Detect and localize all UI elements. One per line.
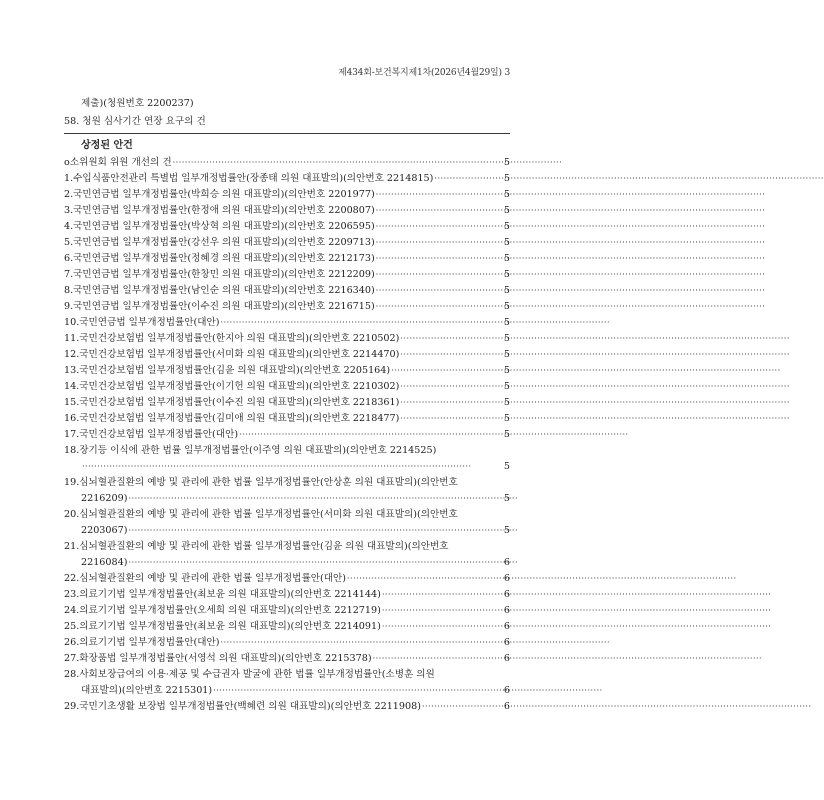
dot-leader xyxy=(128,523,501,539)
agenda-item-page: 6 xyxy=(503,621,510,632)
agenda-item-page: 5 xyxy=(503,381,510,392)
agenda-item xyxy=(64,619,510,635)
agenda-item-page: 5 xyxy=(503,429,510,440)
agenda-item-line xyxy=(64,347,510,363)
pre-item-continuation: 제출)(청원번호 2200237) xyxy=(81,98,194,109)
dot-leader xyxy=(221,315,502,331)
agenda-item-line xyxy=(64,443,510,459)
agenda-item-page: 5 xyxy=(503,413,510,424)
agenda-item-page: 5 xyxy=(503,205,510,216)
agenda-item-page: 5 xyxy=(503,349,510,360)
agenda-item-line xyxy=(64,203,510,219)
agenda-item-title: 소위원회 위원 개선의 건 xyxy=(69,157,172,168)
agenda-item-continuation xyxy=(64,683,510,699)
agenda-item-page: 5 xyxy=(503,317,510,328)
dot-leader xyxy=(382,587,502,603)
agenda-item-title: 사회보장급여의 이용·제공 및 수급권자 발굴에 관한 법률 일부개정법률안(소병훈 의원 xyxy=(79,669,435,680)
dot-leader xyxy=(400,347,502,363)
running-header: 제434회-보건복지제1차(2026년4월29일) 3 xyxy=(338,68,510,78)
agenda-item xyxy=(64,651,510,667)
agenda-item-page: 6 xyxy=(503,685,510,696)
agenda-item xyxy=(64,331,510,347)
agenda-item-line xyxy=(64,251,510,267)
agenda-item-number: 17. xyxy=(64,429,80,440)
dot-leader xyxy=(376,203,502,219)
dot-leader xyxy=(373,651,502,667)
agenda-item-line xyxy=(64,315,510,331)
agenda-item-number: 1. xyxy=(64,173,74,184)
agenda-item-number: 25. xyxy=(64,621,80,632)
agenda-item-number: o xyxy=(64,157,70,168)
agenda-item-number: 12. xyxy=(64,349,80,360)
agenda-item-page: 5 xyxy=(503,189,510,200)
agenda-item-number: 29. xyxy=(64,701,80,712)
agenda-item xyxy=(64,187,510,203)
agenda-item-line xyxy=(64,219,510,235)
agenda-item-title: 국민건강보험법 일부개정법률안(대안) xyxy=(79,429,239,440)
agenda-item-line xyxy=(64,363,510,379)
agenda-item-number: 22. xyxy=(64,573,80,584)
agenda-item-page: 6 xyxy=(503,557,510,568)
agenda-item-line xyxy=(64,235,510,251)
dot-leader xyxy=(382,603,502,619)
agenda-item-page: 5 xyxy=(503,397,510,408)
agenda-item-line xyxy=(64,427,510,443)
agenda-item-title: 국민건강보험법 일부개정법률안(이기헌 의원 대표발의)(의안번호 2210302) xyxy=(79,381,400,392)
agenda-item-line xyxy=(64,475,510,491)
agenda-item-title: 국민연금법 일부개정법률안(한정애 의원 대표발의)(의안번호 2200807) xyxy=(73,205,375,216)
dot-leader xyxy=(82,459,502,475)
agenda-item-number: 11. xyxy=(64,333,80,344)
agenda-item-title: 의료기기법 일부개정법률안(최보윤 의원 대표발의)(의안번호 2214091) xyxy=(79,621,381,632)
agenda-item-number: 5. xyxy=(64,237,74,248)
agenda-item-number: 8. xyxy=(64,285,74,296)
dot-leader xyxy=(400,411,502,427)
agenda-item-title: 국민건강보험법 일부개정법률안(한지아 의원 대표발의)(의안번호 2210502) xyxy=(79,333,400,344)
agenda-item-page: 5 xyxy=(503,237,510,248)
agenda-item-number: 23. xyxy=(64,589,80,600)
agenda-item-continuation xyxy=(64,523,510,539)
agenda-item-line xyxy=(64,699,510,715)
section-title: 상정된 안건 xyxy=(81,140,133,151)
agenda-item-title: 2216084) xyxy=(81,557,128,568)
agenda-item-line xyxy=(64,507,510,523)
dot-leader xyxy=(376,299,502,315)
agenda-item-continuation xyxy=(64,459,510,475)
agenda-item-title: 국민기초생활 보장법 일부개정법률안(백혜련 의원 대표발의)(의안번호 2211908) xyxy=(79,701,421,712)
agenda-item-page: 5 xyxy=(503,269,510,280)
agenda-item-line xyxy=(64,411,510,427)
agenda-item-page: 5 xyxy=(503,221,510,232)
agenda-item-page: 6 xyxy=(503,653,510,664)
agenda-item xyxy=(64,315,510,331)
agenda-item-number: 26. xyxy=(64,637,80,648)
agenda-item xyxy=(64,475,510,507)
agenda-item-title: 국민건강보험법 일부개정법률안(김윤 의원 대표발의)(의안번호 2205164) xyxy=(79,365,391,376)
agenda-item xyxy=(64,267,510,283)
agenda-item xyxy=(64,155,510,171)
agenda-item-title: 국민연금법 일부개정법률안(정혜경 의원 대표발의)(의안번호 2212173) xyxy=(73,253,375,264)
dot-leader xyxy=(376,251,502,267)
agenda-item-page: 6 xyxy=(503,589,510,600)
agenda-item-title: 국민건강보험법 일부개정법률안(서미화 의원 대표발의)(의안번호 2214470) xyxy=(79,349,400,360)
dot-leader xyxy=(213,683,502,699)
agenda-item-number: 10. xyxy=(64,317,80,328)
agenda-item-line xyxy=(64,651,510,667)
section-divider xyxy=(64,133,510,134)
agenda-item-number: 7. xyxy=(64,269,74,280)
agenda-item-page: 5 xyxy=(503,365,510,376)
agenda-item xyxy=(64,635,510,651)
agenda-item-line xyxy=(64,635,510,651)
agenda-item-page: 5 xyxy=(503,157,510,168)
agenda-item xyxy=(64,571,510,587)
dot-leader xyxy=(376,283,502,299)
agenda-item-line xyxy=(64,331,510,347)
agenda-item-page: 5 xyxy=(503,253,510,264)
dot-leader xyxy=(376,187,502,203)
dot-leader xyxy=(239,427,502,443)
agenda-item xyxy=(64,507,510,539)
dot-leader xyxy=(173,155,502,171)
agenda-item-line xyxy=(64,171,510,187)
dot-leader xyxy=(221,635,502,651)
agenda-item xyxy=(64,347,510,363)
dot-leader xyxy=(400,395,502,411)
dot-leader xyxy=(347,571,502,587)
agenda-item xyxy=(64,171,510,187)
dot-leader xyxy=(128,491,501,507)
dot-leader xyxy=(400,331,502,347)
agenda-item xyxy=(64,299,510,315)
agenda-item-line xyxy=(64,267,510,283)
agenda-item-page: 6 xyxy=(503,605,510,616)
agenda-item-title: 심뇌혈관질환의 예방 및 관리에 관한 법률 일부개정법률안(김윤 의원 대표발의)(의안번호 xyxy=(79,541,449,552)
agenda-item-number: 27. xyxy=(64,653,80,664)
dot-leader xyxy=(376,267,502,283)
agenda-item-number: 24. xyxy=(64,605,80,616)
agenda-item-title: 국민연금법 일부개정법률안(한창민 의원 대표발의)(의안번호 2212209) xyxy=(73,269,375,280)
agenda-item xyxy=(64,427,510,443)
agenda-item xyxy=(64,411,510,427)
agenda-item-page: 5 xyxy=(503,301,510,312)
agenda-item-line xyxy=(64,603,510,619)
dot-leader xyxy=(128,555,501,571)
agenda-item-number: 18. xyxy=(64,445,80,456)
agenda-item-title: 의료기기법 일부개정법률안(최보윤 의원 대표발의)(의안번호 2214144) xyxy=(79,589,381,600)
agenda-item-line xyxy=(64,539,510,555)
dot-leader xyxy=(376,219,502,235)
agenda-item-line xyxy=(64,571,510,587)
dot-leader xyxy=(422,699,502,715)
agenda-item-page: 5 xyxy=(503,173,510,184)
agenda-item-title: 화장품법 일부개정법률안(서영석 의원 대표발의)(의안번호 2215378) xyxy=(79,653,372,664)
pre-item-58: 58. 청원 심사기간 연장 요구의 건 xyxy=(64,116,206,127)
agenda-item-number: 21. xyxy=(64,541,80,552)
agenda-item-title: 국민연금법 일부개정법률안(강선우 의원 대표발의)(의안번호 2209713) xyxy=(73,237,375,248)
agenda-item-title: 심뇌혈관질환의 예방 및 관리에 관한 법률 일부개정법률안(안상훈 의원 대표발의)(의안번호 xyxy=(79,477,458,488)
agenda-item-continuation xyxy=(64,491,510,507)
agenda-item xyxy=(64,603,510,619)
agenda-item-page: 5 xyxy=(503,285,510,296)
agenda-item-number: 2. xyxy=(64,189,74,200)
agenda-item-title: 국민연금법 일부개정법률안(박희승 의원 대표발의)(의안번호 2201977) xyxy=(73,189,375,200)
agenda-item-line xyxy=(64,379,510,395)
agenda-item xyxy=(64,395,510,411)
agenda-item-title: 심뇌혈관질환의 예방 및 관리에 관한 법률 일부개정법률안(서미화 의원 대표발의)(의안번호 xyxy=(79,509,458,520)
agenda-item xyxy=(64,219,510,235)
agenda-item-number: 4. xyxy=(64,221,74,232)
agenda-item-title: 의료기기법 일부개정법률안(오세희 의원 대표발의)(의안번호 2212719) xyxy=(79,605,381,616)
agenda-item xyxy=(64,443,510,475)
agenda-list xyxy=(64,155,510,715)
agenda-item-page: 6 xyxy=(503,701,510,712)
agenda-item-number: 20. xyxy=(64,509,80,520)
agenda-item xyxy=(64,363,510,379)
dot-leader xyxy=(376,235,502,251)
agenda-item-number: 16. xyxy=(64,413,80,424)
agenda-item xyxy=(64,587,510,603)
agenda-item-page: 5 xyxy=(503,493,510,504)
agenda-item-title: 장기등 이식에 관한 법률 일부개정법률안(이주영 의원 대표발의)(의안번호 2214525) xyxy=(79,445,437,456)
agenda-item-page: 5 xyxy=(503,461,510,472)
dot-leader xyxy=(382,619,502,635)
agenda-item-title: 국민연금법 일부개정법률안(남인순 의원 대표발의)(의안번호 2216340) xyxy=(73,285,375,296)
agenda-item-page: 6 xyxy=(503,637,510,648)
agenda-item-line xyxy=(64,395,510,411)
agenda-item-line xyxy=(64,283,510,299)
agenda-item xyxy=(64,283,510,299)
agenda-item-title: 2203067) xyxy=(81,525,128,536)
agenda-item-line xyxy=(64,619,510,635)
agenda-item-number: 13. xyxy=(64,365,80,376)
agenda-item-line xyxy=(64,155,510,171)
agenda-item-title: 심뇌혈관질환의 예방 및 관리에 관한 법률 일부개정법률안(대안) xyxy=(79,573,347,584)
agenda-item-title: 수입식품안전관리 특별법 일부개정법률안(장종태 의원 대표발의)(의안번호 2214815) xyxy=(73,173,434,184)
agenda-item-title: 국민건강보험법 일부개정법률안(김미애 의원 대표발의)(의안번호 2218477) xyxy=(79,413,400,424)
agenda-item-line xyxy=(64,667,510,683)
agenda-item-title: 2216209) xyxy=(81,493,128,504)
agenda-item-number: 6. xyxy=(64,253,74,264)
agenda-item xyxy=(64,539,510,571)
agenda-item-continuation xyxy=(64,555,510,571)
agenda-item xyxy=(64,235,510,251)
agenda-item-line xyxy=(64,587,510,603)
agenda-item-page: 6 xyxy=(503,573,510,584)
agenda-item-number: 28. xyxy=(64,669,80,680)
agenda-item-title: 국민연금법 일부개정법률안(대안) xyxy=(79,317,220,328)
agenda-item-title: 국민건강보험법 일부개정법률안(이수진 의원 대표발의)(의안번호 2218361) xyxy=(79,397,400,408)
agenda-item-number: 19. xyxy=(64,477,80,488)
agenda-item xyxy=(64,379,510,395)
agenda-item xyxy=(64,699,510,715)
agenda-item-page: 5 xyxy=(503,333,510,344)
agenda-item-title: 의료기기법 일부개정법률안(대안) xyxy=(79,637,220,648)
previous-items xyxy=(64,95,510,131)
agenda-item-number: 14. xyxy=(64,381,80,392)
dot-leader xyxy=(434,171,501,187)
agenda-item-number: 9. xyxy=(64,301,74,312)
agenda-item xyxy=(64,203,510,219)
dot-leader xyxy=(391,363,502,379)
agenda-item-title: 국민연금법 일부개정법률안(이수진 의원 대표발의)(의안번호 2216715) xyxy=(73,301,375,312)
agenda-item-page: 5 xyxy=(503,525,510,536)
agenda-item-line xyxy=(64,187,510,203)
agenda-item-line xyxy=(64,299,510,315)
agenda-item-title: 국민연금법 일부개정법률안(박상혁 의원 대표발의)(의안번호 2206595) xyxy=(73,221,375,232)
agenda-item-number: 3. xyxy=(64,205,74,216)
agenda-item-title: 대표발의)(의안번호 2215301) xyxy=(81,685,213,696)
dot-leader xyxy=(400,379,502,395)
agenda-item-number: 15. xyxy=(64,397,80,408)
agenda-item xyxy=(64,251,510,267)
agenda-item xyxy=(64,667,510,699)
